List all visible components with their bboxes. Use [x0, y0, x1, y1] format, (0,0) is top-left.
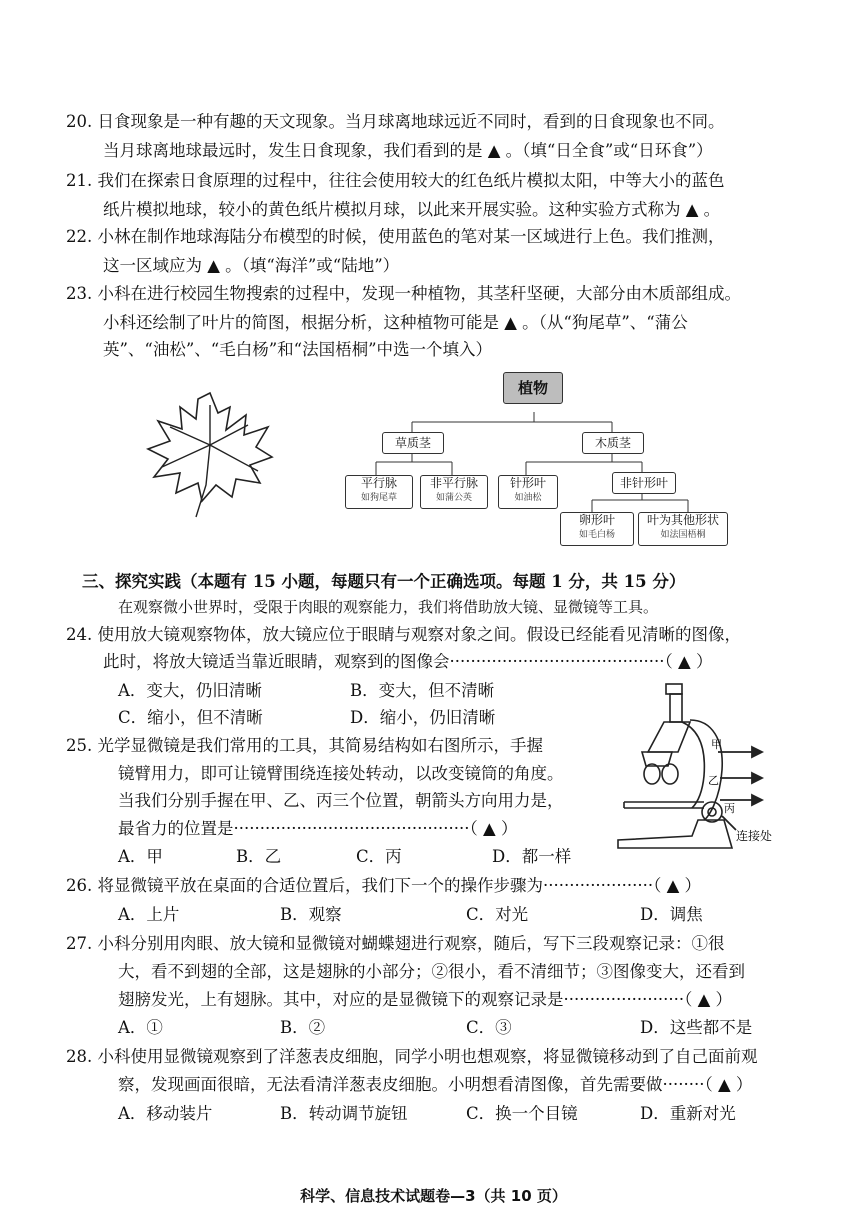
tree-nonparallel-vein: 非平行脉 如蒲公英 [420, 475, 488, 509]
label-jia: 甲 [711, 738, 722, 751]
tree-root-plant: 植物 [503, 372, 563, 404]
q24-option-b: B．变大，但不清晰 [350, 681, 495, 700]
q23-line3: 英”、“油松”、“毛白杨”和“法国梧桐”中选一个填入） [103, 340, 493, 359]
page-footer: 科学、信息技术试题卷—3（共 10 页） [300, 1187, 567, 1205]
q25-option-a: A．甲 [118, 847, 163, 866]
q24-option-c: C．缩小，但不清晰 [118, 708, 263, 727]
tree-parallel-vein: 平行脉 如狗尾草 [345, 475, 413, 509]
label-bing: 丙 [724, 802, 735, 815]
q28-option-a: A．移动装片 [118, 1104, 213, 1123]
q26-line1: 26. 将显微镜平放在桌面的合适位置后，我们下一个的操作步骤为·····················（ ▲ ） [66, 876, 702, 895]
q27-option-d: D．这些都不是 [640, 1018, 753, 1037]
maple-leaf-figure [140, 385, 280, 525]
tree-wood-stem: 木质茎 [582, 432, 644, 454]
q25-option-c: C．丙 [356, 847, 402, 866]
q23-line2: 小科还绘制了叶片的简图，根据分析，这种植物可能是 ▲ 。（从“狗尾草”、“蒲公 [103, 313, 688, 332]
q22-line2: 这一区域应为 ▲ 。（填“海洋”或“陆地”） [103, 256, 400, 275]
label-yi: 乙 [708, 774, 719, 787]
q25-line4: 最省力的位置是·············································（ ▲ ） [118, 819, 518, 838]
tree-other-leaf: 叶为其他形状 如法国梧桐 [638, 512, 728, 546]
q27-line3: 翅膀发光，上有翅脉。其中，对应的是显微镜下的观察记录是·······················（ ▲ ） [118, 990, 733, 1009]
q23-line1: 23. 小科在进行校园生物搜索的过程中，发现一种植物，其茎秆坚硬，大部分由木质部组成。 [66, 284, 741, 303]
tree-oval-leaf: 卵形叶 如毛白杨 [560, 512, 634, 546]
q25-line3: 当我们分别手握在甲、乙、丙三个位置，朝箭头方向用力是， [118, 791, 564, 810]
tree-nonneedle-leaf: 非针形叶 [612, 472, 676, 494]
q27-line1: 27. 小科分别用肉眼、放大镜和显微镜对蝴蝶翅进行观察，随后，写下三段观察记录：①很 [66, 934, 725, 953]
q20-line2: 当月球离地球最远时，发生日食现象，我们看到的是 ▲ 。（填“日全食”或“日环食”） [103, 141, 713, 160]
section3-intro: 在观察微小世界时，受限于肉眼的观察能力，我们将借助放大镜、显微镜等工具。 [118, 598, 659, 616]
tree-herb-stem: 草质茎 [382, 432, 444, 454]
q28-option-d: D．重新对光 [640, 1104, 736, 1123]
q27-line2: 大，看不到翅的全部，这是翅脉的小部分；②很小，看不清细节；③图像变大，还看到 [118, 962, 745, 981]
section3-title: 三、探究实践（本题有 15 小题，每题只有一个正确选项。每题 1 分，共 15 分） [82, 572, 686, 591]
q21-line2: 纸片模拟地球，较小的黄色纸片模拟月球，以此来开展实验。这种实验方式称为 ▲ 。 [103, 200, 721, 219]
q25-option-d: D．都一样 [492, 847, 572, 866]
q27-option-a: A．① [118, 1018, 163, 1037]
microscope-figure [612, 680, 802, 860]
q24-line2: 此时，将放大镜适当靠近眼睛，观察到的图像会·········································（ ▲ ） [103, 652, 713, 671]
tree-needle-leaf: 针形叶 如油松 [498, 475, 558, 509]
q28-line1: 28. 小科使用显微镜观察到了洋葱表皮细胞，同学小明也想观察，将显微镜移动到了自己面前观 [66, 1047, 758, 1066]
q26-option-c: C．对光 [466, 905, 529, 924]
q24-line1: 24. 使用放大镜观察物体，放大镜应位于眼睛与观察对象之间。假设已经能看见清晰的图像， [66, 625, 741, 644]
q25-line2: 镜臂用力，即可让镜臂围绕连接处转动，以改变镜筒的角度。 [118, 764, 564, 783]
q27-option-c: C．③ [466, 1018, 512, 1037]
q21-line1: 21. 我们在探索日食原理的过程中，往往会使用较大的红色纸片模拟太阳，中等大小的蓝色 [66, 171, 725, 190]
q26-option-b: B．观察 [280, 905, 342, 924]
q27-option-b: B．② [280, 1018, 326, 1037]
q24-option-a: A．变大，仍旧清晰 [118, 681, 262, 700]
q28-line2: 察，发现画面很暗，无法看清洋葱表皮细胞。小明想看清图像，首先需要做········（ ▲ ） [118, 1075, 753, 1094]
q26-option-a: A．上片 [118, 905, 180, 924]
q22-line1: 22. 小林在制作地球海陆分布模型的时候，使用蓝色的笔对某一区域进行上色。我们推测， [66, 227, 725, 246]
q25-line1: 25. 光学显微镜是我们常用的工具，其简易结构如右图所示，手握 [66, 736, 543, 755]
q24-option-d: D．缩小，仍旧清晰 [350, 708, 496, 727]
q25-option-b: B．乙 [236, 847, 282, 866]
q28-option-c: C．换一个目镜 [466, 1104, 578, 1123]
label-joint: 连接处 [736, 829, 773, 843]
q28-option-b: B．转动调节旋钮 [280, 1104, 408, 1123]
q20-line1: 20. 日食现象是一种有趣的天文现象。当月球离地球远近不同时，看到的日食现象也不同。 [66, 112, 725, 131]
q26-option-d: D．调焦 [640, 905, 703, 924]
